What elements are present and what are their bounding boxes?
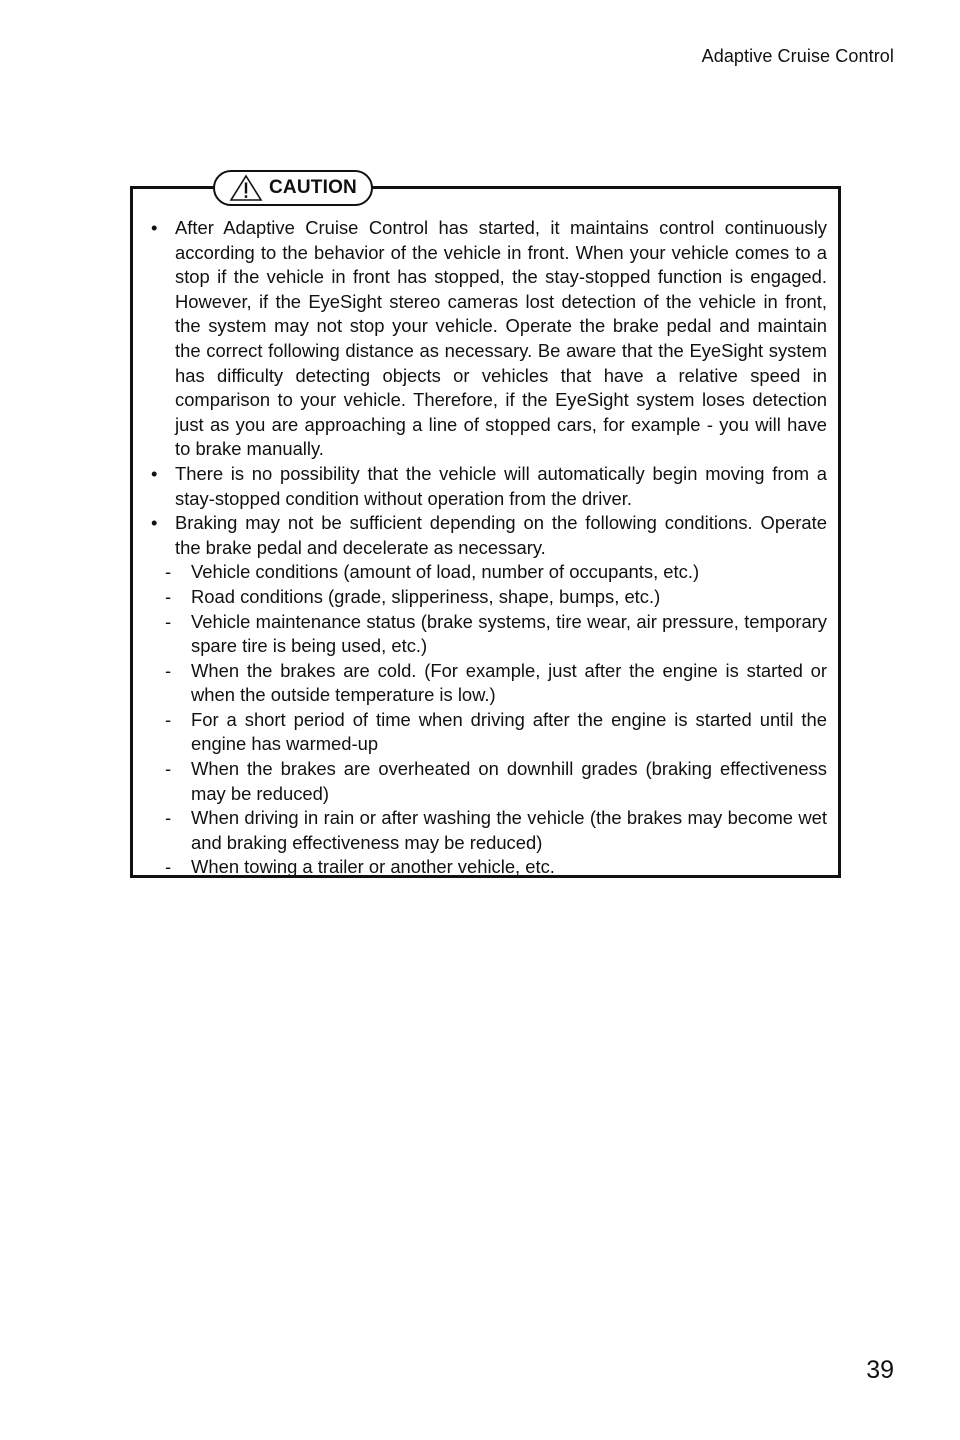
condition-text: Vehicle conditions (amount of load, number of occupants, etc.) xyxy=(191,561,700,583)
caution-tag xyxy=(213,170,373,206)
condition-text: When the brakes are overheated on downhill grades (braking effectiveness may be reduced) xyxy=(191,758,827,804)
dash-icon: - xyxy=(165,758,172,780)
dash-icon: - xyxy=(165,610,172,632)
condition-item xyxy=(141,610,827,659)
condition-text: When the brakes are cold. (For example, just after the engine is started or when the outside temperature is low.) xyxy=(191,659,827,706)
dash-icon: - xyxy=(165,856,172,878)
condition-item xyxy=(141,806,827,855)
caution-item xyxy=(141,511,827,560)
condition-item xyxy=(141,855,827,880)
condition-text: For a short period of time when driving after the engine is started until the engine has warmed-up xyxy=(191,708,827,755)
dash-icon: - xyxy=(165,561,172,583)
condition-item xyxy=(141,560,827,585)
condition-item xyxy=(141,708,827,757)
condition-text: Road conditions (grade, slipperiness, shape, bumps, etc.) xyxy=(191,585,661,607)
caution-box xyxy=(130,177,841,878)
dash-icon: - xyxy=(165,708,172,730)
condition-text: When towing a trailer or another vehicle, etc. xyxy=(191,856,555,878)
page-number: 39 xyxy=(866,1356,894,1384)
caution-item-text: There is no possibility that the vehicle will automatically begin moving from a stay-stopped condition without operation from the driver. xyxy=(175,462,827,509)
caution-body xyxy=(141,216,827,880)
condition-text: When driving in rain or after washing the vehicle (the brakes may become wet and braking effectiveness may be reduced) xyxy=(191,807,827,853)
conditions-list xyxy=(141,560,827,880)
condition-item xyxy=(141,585,827,610)
dash-icon: - xyxy=(165,807,172,829)
bullet-icon: • xyxy=(151,462,158,484)
warning-triangle-icon xyxy=(229,174,263,202)
running-header: Adaptive Cruise Control xyxy=(701,46,894,66)
caution-item xyxy=(141,216,827,462)
bullet-icon: • xyxy=(151,217,158,238)
condition-item xyxy=(141,659,827,708)
caution-label: CAUTION xyxy=(269,177,357,198)
caution-item-text: After Adaptive Cruise Control has started, it maintains control continuously according to the behavior of the vehicle in front. When your vehicle comes to a stop if the vehicle in front has stopped, the stay-stopped function is engaged. However, if the EyeSight stereo cameras lost detection of the vehicle in front, the system may not stop your vehicle. Operate the brake pedal and maintain the correct following distance as necessary. Be aware that the EyeSight system has difficulty detecting objects or vehicles that have a relative speed in comparison to your vehicle. Therefore, if the EyeSight system loses detection just as you are approaching a line of stopped cars, for example - you will have to brake manually. xyxy=(175,217,827,460)
bullet-icon: • xyxy=(151,512,158,534)
caution-item-text: Braking may not be sufficient depending on the following conditions. Operate the brake pedal and decelerate as necessary. xyxy=(175,512,827,558)
condition-text: Vehicle maintenance status (brake systems, tire wear, air pressure, temporary spare tire is being used, etc.) xyxy=(191,610,827,657)
caution-item xyxy=(141,462,827,511)
condition-item xyxy=(141,757,827,806)
dash-icon: - xyxy=(165,585,172,607)
dash-icon: - xyxy=(165,659,172,681)
